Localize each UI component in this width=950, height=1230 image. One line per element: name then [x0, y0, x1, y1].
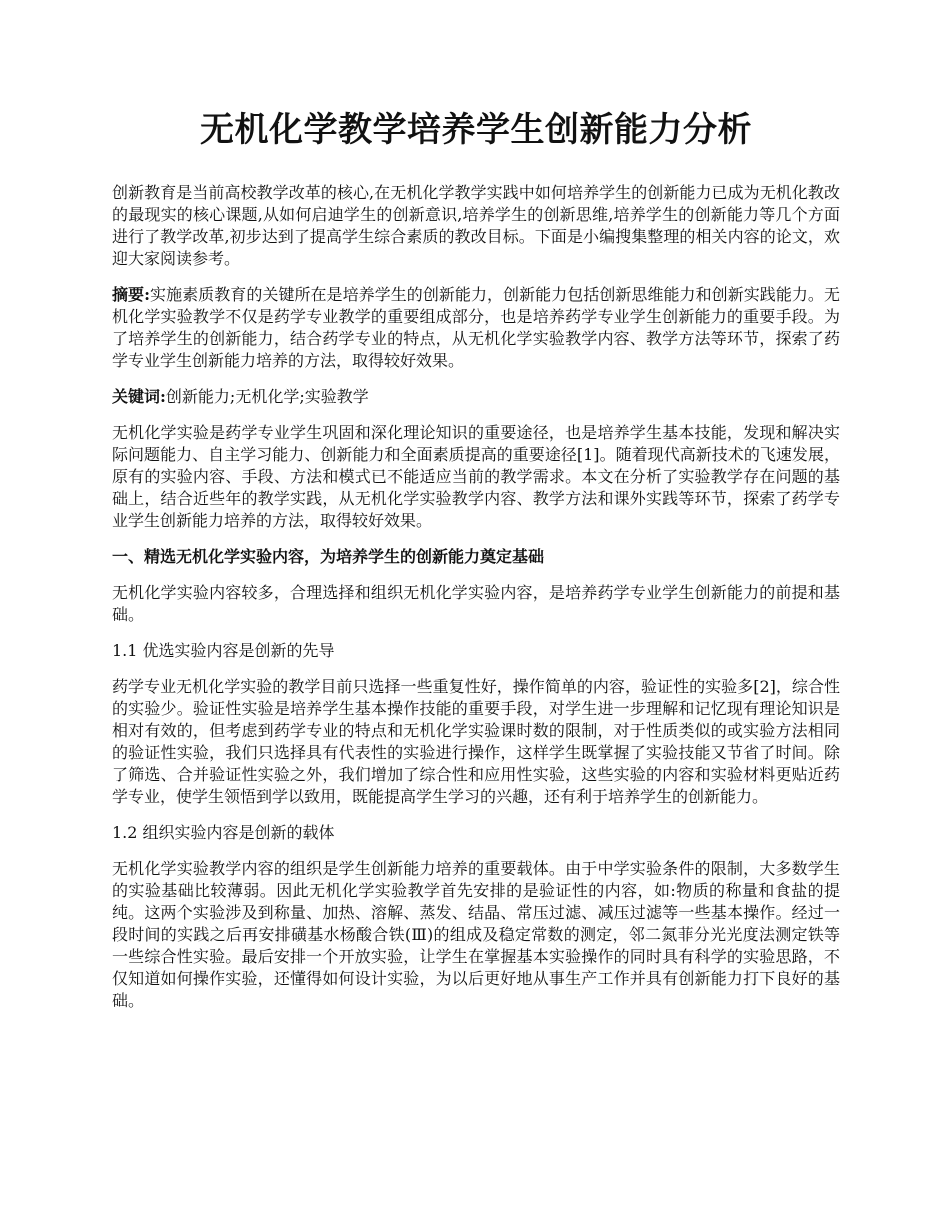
abstract-label: 摘要: [112, 285, 150, 305]
keywords-paragraph [112, 386, 840, 408]
intro-paragraph: 创新教育是当前高校教学改革的核心,在无机化学教学实践中如何培养学生的创新能力已成为无机化教改的最现实的核心课题,从如何启迪学生的创新意识,培养学生的创新思维,培养学生的创新能力等几个方面进行了教学改革,初步达到了提高学生综合素质的教改目标。下面是小编搜集整理的相关内容的论文，欢迎大家阅读参考。 [112, 183, 840, 269]
keywords-text: 创新能力;无机化学;实验教学 [165, 387, 369, 407]
document-title: 无机化学教学培养学生创新能力分析 [200, 110, 752, 150]
section-1-1-heading: 1.1 优选实验内容是创新的先导 [112, 641, 335, 661]
keywords-label: 关键词: [112, 387, 166, 407]
section-1-paragraph: 无机化学实验内容较多，合理选择和组织无机化学实验内容，是培养药学专业学生创新能力的前提和基础。 [112, 583, 840, 625]
section-1-heading: 一、精选无机化学实验内容，为培养学生的创新能力奠定基础 [112, 547, 545, 567]
section-1-1-paragraph: 药学专业无机化学实验的教学目前只选择一些重复性好，操作简单的内容，验证性的实验多[2]，综合性的实验少。验证性实验是培养学生基本操作技能的重要手段，对学生进一步理解和记忆现有理论知识是相对有效的，但考虑到药学专业的特点和无机化学实验课时数的限制，对于性质类似的或实验方法相同的验证性实验，我们只选择具有代表性的实验进行操作，这样学生既掌握了实验技能又节省了时间。除了筛选、合并验证性实验之外，我们增加了综合性和应用性实验，这些实验的内容和实验材料更贴近药学专业，使学生领悟到学以致用，既能提高学生学习的兴趣，还有利于培养学生的创新能力。 [112, 677, 840, 807]
document-page [112, 108, 840, 1026]
section-1-2-paragraph: 无机化学实验教学内容的组织是学生创新能力培养的重要载体。由于中学实验条件的限制，大多数学生的实验基础比较薄弱。因此无机化学实验教学首先安排的是验证性的内容，如:物质的称量和食盐的提纯。这两个实验涉及到称量、加热、溶解、蒸发、结晶、常压过滤、减压过滤等一些基本操作。经过一段时间的实践之后再安排磺基水杨酸合铁(Ⅲ)的组成及稳定常数的测定，邻二氮菲分光光度法测定铁等一些综合性实验。最后安排一个开放实验，让学生在掌握基本实验操作的同时具有科学的实验思路，不仅知道如何操作实验，还懂得如何设计实验，为以后更好地从事生产工作并具有创新能力打下良好的基础。 [112, 859, 840, 1011]
abstract-paragraph [112, 284, 840, 372]
abstract-text: 实施素质教育的关键所在是培养学生的创新能力，创新能力包括创新思维能力和创新实践能力。无机化学实验教学不仅是药学专业教学的重要组成部分，也是培养药学专业学生创新能力的重要手段。为了培养学生的创新能力，结合药学专业的特点，从无机化学实验教学内容、教学方法等环节，探索了药学专业学生创新能力培养的方法，取得较好效果。 [112, 285, 840, 371]
body-intro-paragraph: 无机化学实验是药学专业学生巩固和深化理论知识的重要途径，也是培养学生基本技能，发现和解决实际问题能力、自主学习能力、创新能力和全面素质提高的重要途径[1]。随着现代高新技术的飞速发展，原有的实验内容、手段、方法和模式已不能适应当前的教学需求。本文在分析了实验教学存在问题的基础上，结合近些年的教学实践，从无机化学实验教学内容、教学方法和课外实践等环节，探索了药学专业学生创新能力培养的方法，取得较好效果。 [112, 423, 840, 531]
section-1-2-heading: 1.2 组织实验内容是创新的载体 [112, 823, 335, 843]
